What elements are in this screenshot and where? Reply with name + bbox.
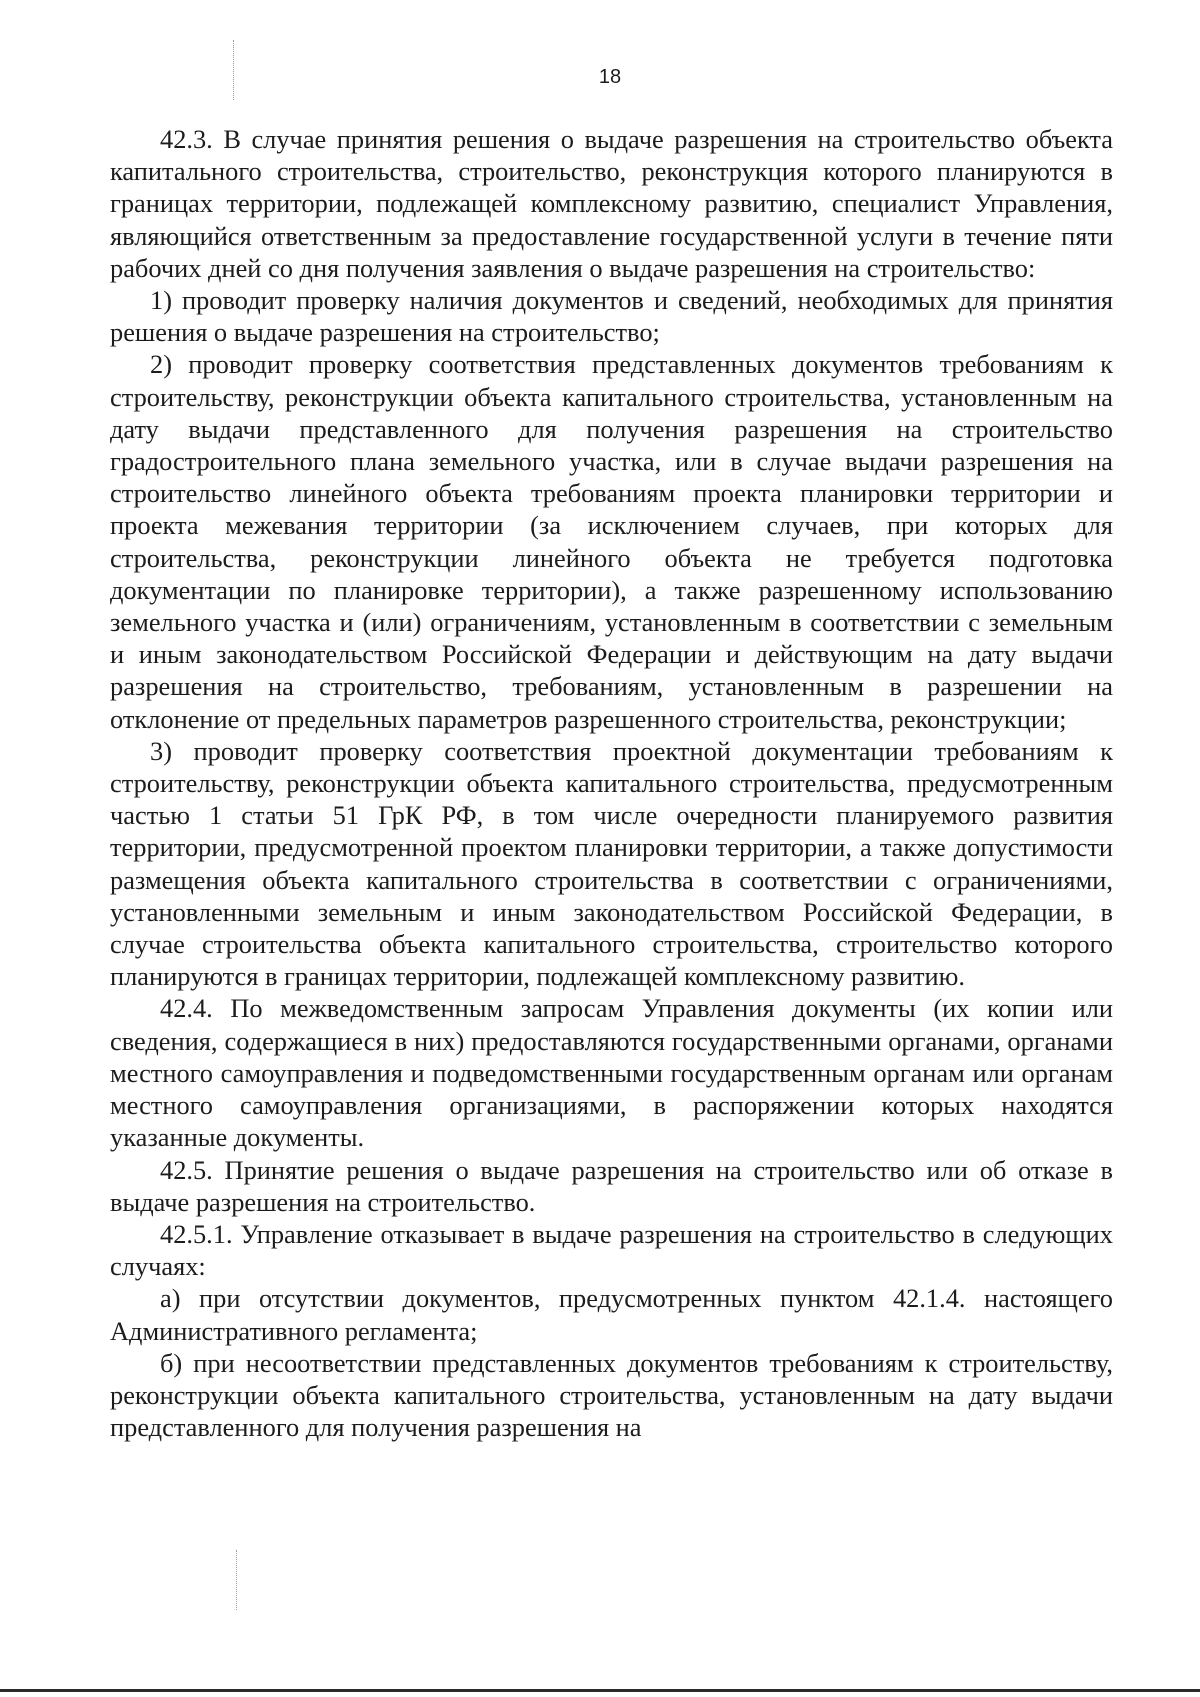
- paragraph-item-2: 2) проводит проверку соответствия представленных документов требованиям к строительству, реконструкции объекта капитального строительства, установленным на дату выдачи представленного для получения разрешения на строительство градостроительного плана земельного участка, или в случае выдачи разрешения на строительство линейного объекта требованиям проекта планировки территории и проекта межевания территории (за исключением случаев, при которых для строительства, реконструкции линейного объекта не требуется подготовка документации по планировке территории), а также разрешенному использованию земельного участка и (или) ограничениям, установленным в соответствии с земельным и иным законодательством Российской Федерации и действующим на дату выдачи разрешения на строительство, требованиям, установленным в разрешении на отклонение от предельных параметров разрешенного строительства, реконструкции;: [110, 349, 1113, 734]
- paragraph-42-4: 42.4. По межведомственным запросам Управления документы (их копии или сведения, содержащиеся в них) предоставляются государственными органами, органами местного самоуправления и подведомственными государственным органам или органам местного самоуправления организациями, в распоряжении которых находятся указанные документы.: [110, 993, 1113, 1153]
- page-number: 18: [598, 66, 622, 88]
- document-body: [110, 123, 1113, 1443]
- paragraph-42-5-1: 42.5.1. Управление отказывает в выдаче разрешения на строительство в следующих случаях:: [110, 1218, 1113, 1282]
- paragraph-item-3: 3) проводит проверку соответствия проектной документации требованиям к строительству, реконструкции объекта капитального строительства, предусмотренным частью 1 статьи 51 ГрК РФ, в том числе очередности планируемого развития территории, предусмотренной проектом планировки территории, а также допустимости размещения объекта капитального строительства в соответствии с ограничениями, установленными земельным и иным законодательством Российской Федерации, в случае строительства объекта капитального строительства, строительство которого планируются в границах территории, подлежащей комплексному развитию.: [110, 735, 1113, 992]
- scan-mark-top: [233, 40, 234, 100]
- paragraph-42-3: 42.3. В случае принятия решения о выдаче разрешения на строительство объекта капитального строительства, строительство, реконструкция которого планируются в границах территории, подлежащей комплексному развитию, специалист Управления, являющийся ответственным за предоставление государственной услуги в течение пяти рабочих дней со дня получения заявления о выдаче разрешения на строительство:: [110, 124, 1113, 283]
- paragraph-item-1: 1) проводит проверку наличия документов и сведений, необходимых для принятия решения о выдаче разрешения на строительство;: [110, 285, 1113, 348]
- scan-mark-bottom: [236, 1550, 237, 1610]
- paragraph-42-5: 42.5. Принятие решения о выдаче разрешения на строительство или об отказе в выдаче разрешения на строительство.: [110, 1154, 1113, 1217]
- bottom-border-line: [0, 1689, 1200, 1692]
- paragraph-item-b: б) при несоответствии представленных документов требованиям к строительству, реконструкции объекта капитального строительства, установленным на дату выдачи представленного для получения разрешения на: [110, 1347, 1113, 1443]
- paragraph-item-a: а) при отсутствии документов, предусмотренных пунктом 42.1.4. настоящего Административного регламента;: [110, 1283, 1113, 1346]
